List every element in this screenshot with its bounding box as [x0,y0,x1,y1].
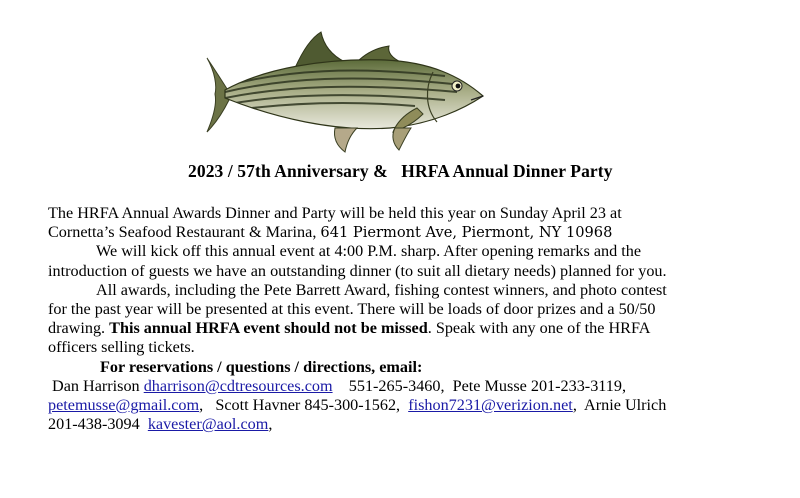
contact-arnie-phone: 201-438-3094 [48,415,148,434]
contact-line-2 [48,396,798,415]
contact-scott: , Scott Havner 845-300-1562, [199,396,409,415]
email-link-kavester[interactable]: kavester@aol.com [147,415,269,434]
body-text [48,204,798,434]
contact-dan-phone: 551-265-3460, Pete Musse 201-233-3119, [332,376,627,395]
email-link-petemusse[interactable]: petemusse@gmail.com [48,396,200,415]
contact-dan: Dan Harrison [52,376,144,395]
contact-line-3 [48,415,798,434]
awards-text: drawing. [48,319,110,338]
venue-name: Cornetta’s Seafood Restaurant & Marina, [48,223,321,242]
email-link-dharrison[interactable]: dharrison@cdtresources.com [143,376,333,395]
page-title: 2023 / 57th Anniversary & HRFA Annual Dinner Party [188,161,613,181]
contact-heading: For reservations / questions / directions, email: [100,357,423,376]
venue-address: 641 Piermont Ave, Piermont, NY 10968 [320,224,613,242]
awards-line-3 [48,319,798,338]
kickoff-line-2: introduction of guests we have an outstanding dinner (to suit all dietary needs) planned for you. [48,261,667,280]
awards-text-end: . Speak with any one of the HRFA [427,319,651,338]
trailing-comma: , [268,415,273,434]
awards-line-4: officers selling tickets. [48,338,195,357]
intro-line-2 [48,223,798,242]
contact-line-1 [48,377,798,396]
contact-arnie: , Arnie Ulrich [572,396,667,415]
awards-line-1: All awards, including the Pete Barrett Award, fishing contest winners, and photo contest [96,280,667,299]
emphasis-text: This annual HRFA event should not be missed [109,319,428,338]
intro-line-1: The HRFA Annual Awards Dinner and Party will be held this year on Sunday April 23 at [48,204,622,222]
striped-bass-illustration [205,28,490,158]
email-link-fishon[interactable]: fishon7231@verizion.net [408,396,573,415]
kickoff-line-1: We will kick off this annual event at 4:00 P.M. sharp. After opening remarks and the [96,242,642,261]
awards-line-2: for the past year will be presented at this event. There will be loads of door prizes and a 50/50 [48,300,656,319]
